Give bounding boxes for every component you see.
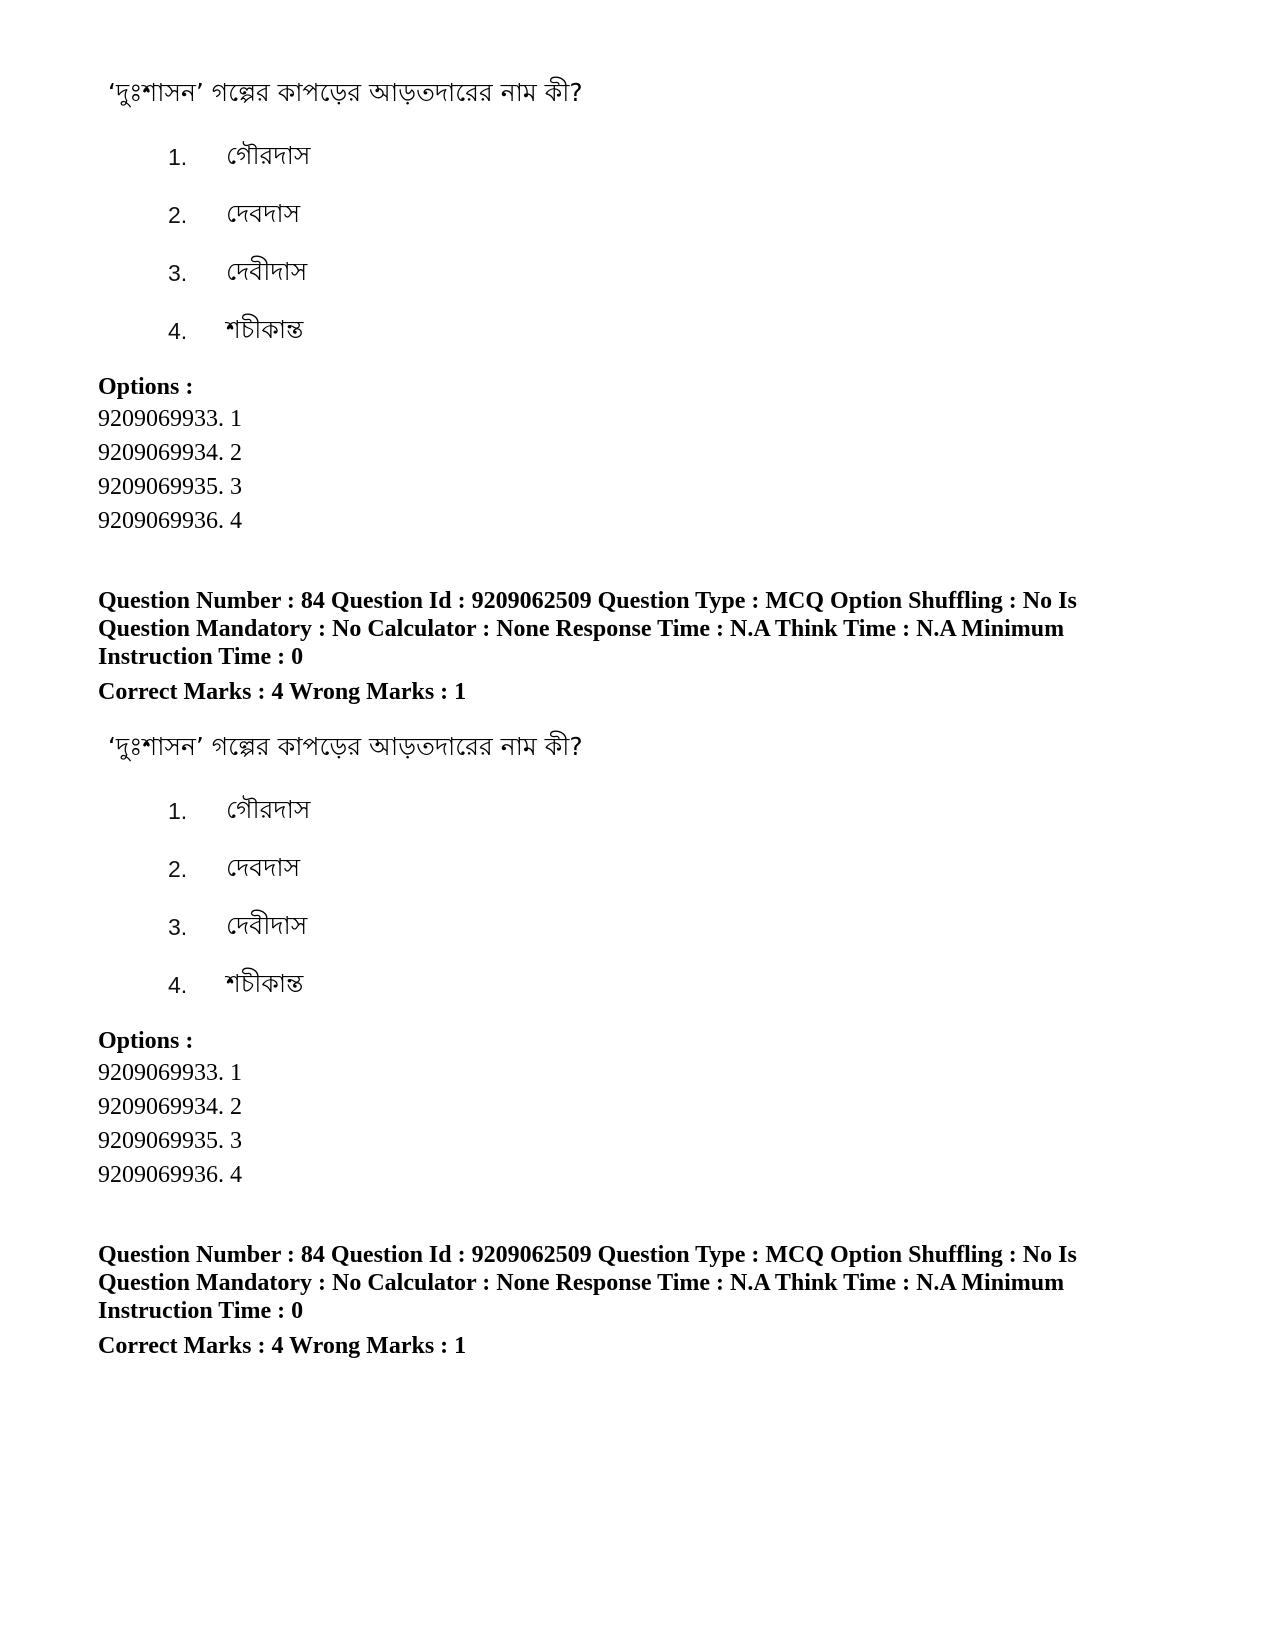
choice-item <box>168 186 1178 244</box>
meta-line: Instruction Time : 0 <box>98 644 304 670</box>
choice-text: শচীকান্ত <box>226 314 304 344</box>
choice-number: 1. <box>168 797 188 824</box>
choice-item <box>168 956 1178 1014</box>
choice-text: গৌরদাস <box>226 794 311 824</box>
choice-number: 3. <box>168 913 188 940</box>
option-row: 9209069936. 4 <box>98 1162 242 1188</box>
choice-number: 2. <box>168 201 188 228</box>
meta-line: Question Mandatory : No Calculator : None Response Time : N.A Think Time : N.A Minimum <box>98 1270 1065 1296</box>
choice-item <box>168 898 1178 956</box>
question-meta <box>98 1241 1178 1361</box>
marks-line: Correct Marks : 4 Wrong Marks : 1 <box>98 1333 467 1359</box>
choice-text: গৌরদাস <box>226 140 311 170</box>
choice-number: 3. <box>168 259 188 286</box>
choice-number: 4. <box>168 971 188 998</box>
meta-line: Question Number : 84 Question Id : 9209062509 Question Type : MCQ Option Shuffling : No Is <box>98 1242 1077 1268</box>
option-row: 9209069934. 2 <box>98 1094 242 1120</box>
choice-number: 4. <box>168 317 188 344</box>
option-row: 9209069935. 3 <box>98 474 242 500</box>
choice-number: 2. <box>168 855 188 882</box>
choice-item <box>168 840 1178 898</box>
option-row: 9209069934. 2 <box>98 440 242 466</box>
question-text: ‘দুঃশাসন’ গল্পের কাপড়ের আড়তদারের নাম কী? <box>108 78 583 107</box>
option-row: 9209069936. 4 <box>98 508 242 534</box>
options-heading: Options : <box>98 374 194 400</box>
marks-line: Correct Marks : 4 Wrong Marks : 1 <box>98 679 467 705</box>
meta-line: Instruction Time : 0 <box>98 1298 304 1324</box>
meta-line: Question Mandatory : No Calculator : None Response Time : N.A Think Time : N.A Minimum <box>98 616 1065 642</box>
option-row: 9209069933. 1 <box>98 1060 242 1086</box>
question-block <box>98 76 1178 538</box>
question-meta <box>98 587 1178 707</box>
choice-list <box>168 782 1178 1014</box>
question-block <box>98 730 1178 1192</box>
option-list <box>98 402 1178 538</box>
choice-text: দেবদাস <box>226 198 301 228</box>
choice-text: শচীকান্ত <box>226 968 304 998</box>
choice-text: দেবীদাস <box>226 256 308 286</box>
choice-item <box>168 302 1178 360</box>
option-list <box>98 1056 1178 1192</box>
choice-item <box>168 128 1178 186</box>
choice-item <box>168 244 1178 302</box>
choice-list <box>168 128 1178 360</box>
meta-line: Question Number : 84 Question Id : 9209062509 Question Type : MCQ Option Shuffling : No Is <box>98 588 1077 614</box>
choice-text: দেবদাস <box>226 852 301 882</box>
option-row: 9209069933. 1 <box>98 406 242 432</box>
choice-number: 1. <box>168 143 188 170</box>
options-heading: Options : <box>98 1028 194 1054</box>
choice-item <box>168 782 1178 840</box>
option-row: 9209069935. 3 <box>98 1128 242 1154</box>
question-text: ‘দুঃশাসন’ গল্পের কাপড়ের আড়তদারের নাম কী? <box>108 732 583 761</box>
choice-text: দেবীদাস <box>226 910 308 940</box>
